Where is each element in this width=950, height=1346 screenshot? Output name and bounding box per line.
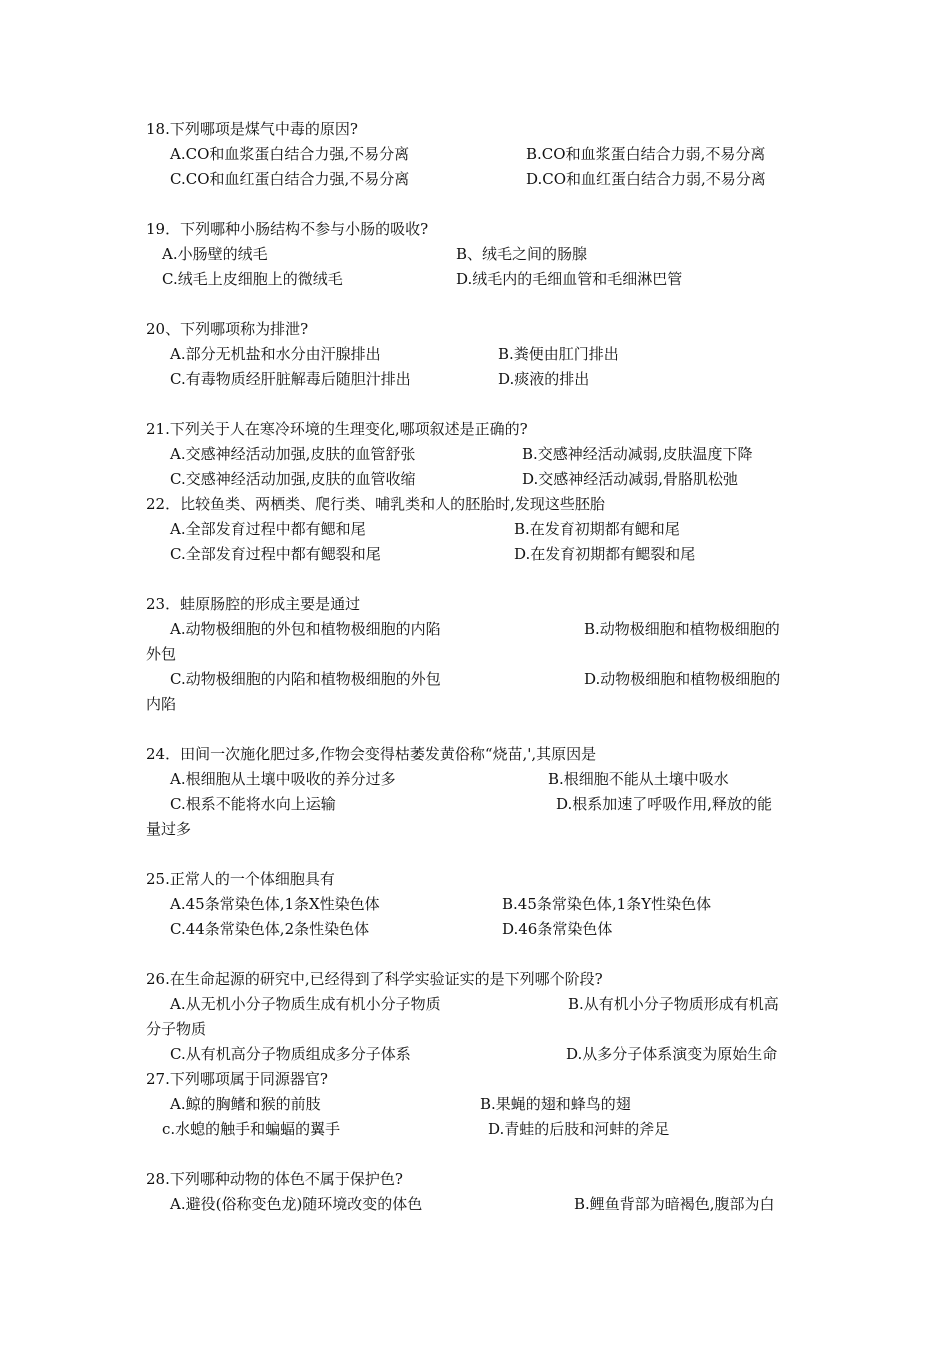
q26-option-a: A.从无机小分子物质生成有机小分子物质 [170,995,441,1013]
q21-option-d: D.交感神经活动减弱,骨胳肌松弛 [522,470,739,488]
q23-option-d-continued: 内陷 [146,695,177,713]
q19-option-d: D.绒毛内的毛细血管和毛细淋巴管 [456,270,683,288]
q27-option-d: D.青蛙的后肢和河蚌的斧足 [488,1120,670,1138]
question-18-stem: 18.下列哪项是煤气中毒的原因? [146,120,358,138]
q28-option-b: B.鲤鱼背部为暗褐色,腹部为白 [574,1195,775,1213]
q25-option-b: B.45条常染色体,1条Y性染色体 [502,895,712,913]
q19-option-c: C.绒毛上皮细胞上的微绒毛 [162,270,343,288]
q22-option-a: A.全部发育过程中都有鳃和尾 [170,520,366,538]
q23-option-d: D.动物极细胞和植物极细胞的 [584,670,781,688]
q19-option-a: A.小肠壁的绒毛 [162,245,268,263]
q26-option-b-continued: 分子物质 [146,1020,207,1038]
q27-option-a: A.鲸的胸鳍和猴的前肢 [170,1095,321,1113]
q20-option-d: D.痰液的排出 [498,370,590,388]
q20-option-c: C.有毒物质经肝脏解毒后随胆汁排出 [170,370,411,388]
q24-option-a: A.根细胞从土壤中吸收的养分过多 [170,770,396,788]
q22-option-c: C.全部发育过程中都有鳃裂和尾 [170,545,381,563]
q18-option-c: C.CO和血红蛋白结合力强,不易分离 [170,170,410,188]
question-24-stem: 24．田间一次施化肥过多,作物会变得枯萎发黄俗称“烧苗,',其原因是 [146,745,597,763]
q26-option-d: D.从多分子体系演变为原始生命 [566,1045,778,1063]
q18-option-b: B.CO和血浆蛋白结合力弱,不易分离 [526,145,766,163]
q18-option-a: A.CO和血浆蛋白结合力强,不易分离 [170,145,410,163]
q23-option-b-continued: 外包 [146,645,177,663]
q24-option-d: D.根系加速了呼吸作用,释放的能 [556,795,773,813]
q25-option-c: C.44条常染色体,2条性染色体 [170,920,370,938]
question-26-stem: 26.在生命起源的研究中,已经得到了科学实验证实的是下列哪个阶段? [146,970,603,988]
q23-option-c: C.动物极细胞的内陷和植物极细胞的外包 [170,670,441,688]
question-19-stem: 19．下列哪种小肠结构不参与小肠的吸收? [146,220,429,238]
q25-option-d: D.46条常染色体 [502,920,613,938]
q21-option-b: B.交感神经活动减弱,皮肤温度下降 [522,445,753,463]
q21-option-c: C.交感神经活动加强,皮肤的血管收缩 [170,470,416,488]
question-22-stem: 22．比较鱼类、两栖类、爬行类、哺乳类和人的胚胎时,发现这些胚胎 [146,495,605,513]
q25-option-a: A.45条常染色体,1条X性染色体 [170,895,380,913]
question-21-stem: 21.下列关于人在寒冷环境的生理变化,哪项叙述是正确的? [146,420,528,438]
question-23-stem: 23．蛙原肠腔的形成主要是通过 [146,595,361,613]
q19-option-b: B、绒毛之间的肠腺 [456,245,588,263]
q27-option-c: c.水螅的触手和蝙蝠的翼手 [162,1120,341,1138]
q20-option-a: A.部分无机盐和水分由汗腺排出 [170,345,381,363]
q22-option-d: D.在发育初期都有鳃裂和尾 [514,545,696,563]
q20-option-b: B.粪便由肛门排出 [498,345,619,363]
q27-option-b: B.果蝇的翅和蜂鸟的翅 [480,1095,631,1113]
question-25-stem: 25.正常人的一个体细胞具有 [146,870,335,888]
q23-option-b: B.动物极细胞和植物极细胞的 [584,620,780,638]
q28-option-a: A.避役(俗称变色龙)随环境改变的体色 [170,1195,423,1213]
q24-option-d-continued: 量过多 [146,820,192,838]
q21-option-a: A.交感神经活动加强,皮肤的血管舒张 [170,445,416,463]
question-28-stem: 28.下列哪种动物的体色不属于保护色? [146,1170,403,1188]
q22-option-b: B.在发育初期都有鳃和尾 [514,520,680,538]
q26-option-c: C.从有机高分子物质组成多分子体系 [170,1045,411,1063]
q18-option-d: D.CO和血红蛋白结合力弱,不易分离 [526,170,766,188]
q23-option-a: A.动物极细胞的外包和植物极细胞的内陷 [170,620,441,638]
question-27-stem: 27.下列哪项属于同源器官? [146,1070,328,1088]
question-20-stem: 20、下列哪项称为排泄? [146,320,309,338]
q26-option-b: B.从有机小分子物质形成有机高 [568,995,779,1013]
q24-option-b: B.根细胞不能从土壤中吸水 [548,770,729,788]
q24-option-c: C.根系不能将水向上运输 [170,795,336,813]
